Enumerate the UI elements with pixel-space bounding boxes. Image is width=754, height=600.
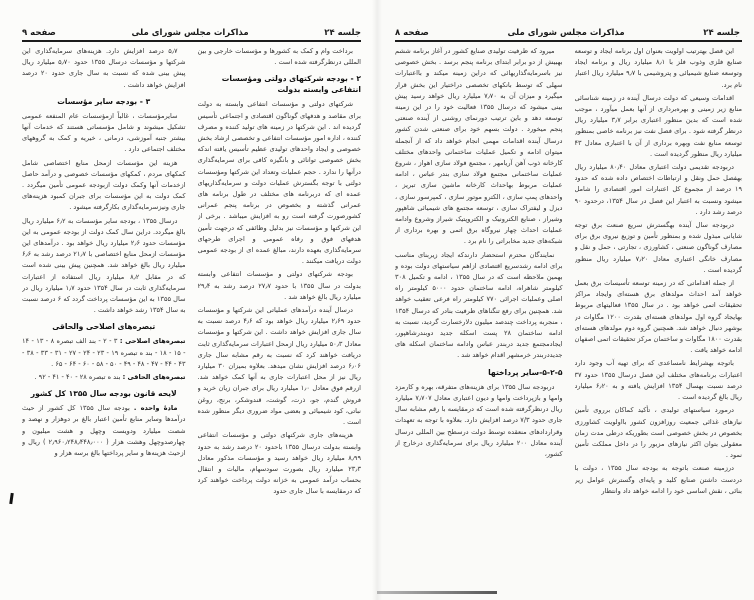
- section-heading: تبصره‌های اصلاحی والحاقی: [52, 322, 156, 332]
- paragraph: شرکتهای دولتی و مؤسسات انتفاعی وابسته به دولت برای مقاصد و هدفهای گوناگون اقتصادی و اجتماعی تأسیس گردیده اند . این شرکتها در زمینه های تولید کننده و مصرف کننده ، اداره امور مؤسسات انتفاعی و تخصصی ارشاد بخش خصوصی و ایجاد واحدهای تولیدی عظیم تأسیس یافته اندکه بخش خصوصی توانائی و بانگیزه کافی برای سرمایه‌گذاری درآنها را ندارد . حجم عملیات وتعداد این شرکتها ومؤسسات دولتی با توجه بگسترش عملیات دولت و سرمایه‌گذاریهای عمده ای که دربرنامه های مختلف در طول برنامه های عمرانی گذشته و بخصوص در برنامه پنجم عمرانی کشورصورت گرفته است رو به افزایش میباشد . برخی از این شرکتها و مؤسسات نیز بدلیل وظائفی که درجهت تأمین هدفهای فوق و رفاه عمومی و اجرای طرحهای سرمایه‌گذاری بعهده دارند، مبالغ عمده ای از بودجه عمومی دولت دریافت میکنند .: [197, 100, 361, 266]
- paragraph: باتوجه بهشرایط نامساعدی که برای تهیه آب وجود دارد اعتبارات برنامه‌های مختلف این فصل درسال ۱۳۵۵ حدود ۳۷ درصد نسبت بهسال ۱۳۵۴ افزایش یافته و به ۶٫۲۰ میلیارد ریال بالغ گردیده است .: [574, 359, 742, 402]
- single-article-label: مادهٔ واحده .: [133, 404, 178, 413]
- column-left: [395, 46, 563, 588]
- scan-edge-shadow: [377, 591, 497, 594]
- paragraph: دربودجه سال ۱۳۵۵ برای هزینه‌های متفرقه، بهره و کارمزد وامها و بازپرداخت وامها و دیون اعتباری معادل ۷٫۷۰۷ میلیارد ریال درنظرگرفته شده است که درمقایسه با رقم مشابه سال جاری حدود ۷/۳ درصد افزایش دارد. بعلاوه با توجه به تعهدات وقراردادهای منعقده توسط دولت درسطح بین المللی درسال آینده معادل ۲۰۰ میلیارد ریال برای سرمایه‌گذاری درخارج از کشور،: [395, 382, 563, 458]
- paragraph: هزینه‌های جاری شرکتهای دولتی و مؤسسات انتفاعی وابسته بدولت درسال ۱۳۵۵ باحدود ۲۰ درصد رشد به حدود ۸٫۹۹ میلیارد ریال خواهد رسید و مؤسسات مذکور معادل ۲۳٫۳ میلیارد ریال بصورت سودسهام، مالیات و انتقال بحساب درآمد عمومی به خزانه دولت پرداخت خواهند کرد که درمقایسه با سال جاری حدود: [197, 431, 361, 496]
- paragraph: [22, 403, 186, 459]
- paragraph: بودجه شرکتهای دولتی و مؤسسات انتفاعی وابسته بدولت در سال ۱۳۵۵ با حدود ۲۷٫۷ درصد رشد به ۲۹٫۴ میلیارد ریال بالغ خواهد شد .: [197, 270, 361, 301]
- paragraph: اقدامات وسیعی که دولت درسال آینده در زمینه شناسائی منابع زیر زمینی و بهره‌برداری از آنها بعمل میآورد ، موجب شده است که بدین منظور اعتباری برابر ۳٫۷ میلیارد ریال درنظر گرفته شود . برای فصل نفت نیز برنامه خاصی بمنظور توسعه منابع نفت وبهره برداری از آن با اعتباری معادل ۴۳ میلیارد ریال منظور گردیده است .: [574, 93, 742, 158]
- paragraph: درمورد سیاستهای تولیدی ، تأکید کماکان برروی تأمین نیازهای غذائی جمعیت روزافزون کشور بااولویت کشاورزی بخصوص در بخش خصوصی است بطوریکه درطی مدت زمان معقولی بتوان اکثر نیازهای مزبور را در داخل مملکت تأمین نمود .: [574, 406, 742, 460]
- paragraph: نمایندگان محترم استحضار دارندکه ایجاد زیربنای مناسب برای ادامه رشدسریع اقتصادی ازاهم سیاستهای دولت بوده و بهمین ملاحظه است که در سال ۱۳۵۵ ، ادامه و تکمیل ۳۰۸ کیلومتر شاهراه، ادامه ساختمان حدود ۵۰۰۰ کیلومتر راه اصلی وعملیات اجرائی ۷۷۰ کیلومتر راه فرعی تعقیب خواهد شد. همچنین برای رفع تنگناهای ظرفیت بنادر که درسال ۱۳۵۴ ، منجربه پرداخت چندصد میلیون دلارخسارت گردید، نسبت به ادامه ساختمان ۲۸ پست اسکله جدید دوبندرشاهپور، ایجادمجتمع جدید دربندر عباس وادامه ساختمان اسکله های جدیددربندر خرمشهر اقدام خواهد شد .: [395, 250, 563, 360]
- publication-title: مذاکرات مجلس شورای ملی: [507, 28, 625, 38]
- paragraph: برداخت وام و کمک به کشورها و مؤسسات خارجی و بین المللی درنظرگرفته شده است .: [197, 47, 361, 67]
- paragraph: سایرمؤسسات ، غالباً ازمؤسسات عام المنفعه عمومی تشکیل میشوند و شامل مؤسساتی هستند که خدمات آنها بیشتر جنبه آموزشی، درمانی ، خیریه و کمک به گروههای مختلف اجتماعی دارد .: [22, 111, 186, 154]
- publication-title: مذاکرات مجلس شورای ملی: [131, 28, 249, 38]
- paragraph: ۵٫۷ درصد افزایش دارد. هزینه‌های سرمایه‌گذاری این شرکتها و مؤسسات درسال ۱۳۵۵ حدود ۵٫۷۰ میلیارد ریال پیش بینی شده که نسبت به سال جاری حدود ۲۰ درصد افزایش خواهد داشت .: [22, 47, 186, 89]
- section-heading: ۵-۲-۵-سایر پرداختها: [488, 367, 563, 377]
- paragraph: دربودجه سال آینده بهگسترش سریع صنعت برق توجه شایانی مبذول شده و بمنظور تأمین و توزیع نیروی برق برای مصارف گوناگون صنعتی ، کشاورزی ، تجارتی ، حمل و نقل و مصارف خانگی اعتباری معادل ۷٫۲۰ میلیارد ریال منظور گردیده است .: [574, 221, 742, 274]
- paragraph: درسال ۱۳۵۵ ، بودجه سایر مؤسسات به ۶٫۲ میلیارد ریال بالغ میگردد. دراین سال کمک دولت از بودجه عمومی به این مؤسسات حدود ۲٫۶ میلیارد ریال خواهد بود . درآمدهای این مؤسسات ازمحل منابع اختصاصی با ۲۱٫۷ درصد رشد به ۶٫۶ میلیارد ریال بالغ خواهد شد. همچنین پیش بینی شده است که در مقابل ۸٫۲ میلیارد ریال استفاده از اعتبارات سرمایه‌گذاری ثابت در سال ۱۳۵۴ حدود ۱٫۷ میلیارد ریال در سال ۱۳۵۵ به این مؤسسات پرداخت گردد که ۶ درصد نسبت به سال ۱۳۵۴ رشد خواهد داشت .: [22, 216, 186, 315]
- session-number: جلسه ۲۴: [324, 28, 361, 38]
- single-article-text: بودجه سال ۱۳۵۵ کل کشور از حیث درآمدها وسایر منابع تأمین اعتبار بالغ بر دوهزار و نهصد و شصت میلیارد ودویست وچهل و هشت میلیون و چهارصدوچهل وهشت هزار ( ۲٫۹۶۰٫۲۴۸٫۴۴۸٫۰۰۰ ) ریال و ازحیث هزینه‌ها و سایر پرداختها بالغ برسه هزار و: [22, 404, 186, 458]
- margin-mark: [9, 493, 14, 504]
- amendments-items: ۳ - ۲ - بند الف تبصره ۸ - ۱۳ - ۱۴ - ۱۵ - ۱۸ - بند ه تبصره ۱۹ - ۲۳ - ۲۴ - ۲۷ - ۳۱ - ۳۳ - ۳۸ - ۴۳ - ۴۴ - ۴۷ - ۴۸ - ۴۹ - ۵۰ - ۵۸ - ۶۰ - ۶۴ - ۶۵ .: [22, 337, 186, 368]
- appended-notes-label: تبصره‌های الحاقی :: [122, 373, 186, 382]
- page-number: صفحه ۹: [22, 28, 56, 38]
- book-gutter: [372, 0, 382, 600]
- running-head: [22, 26, 361, 38]
- paragraph: از جمله اقداماتی که در زمینه توسعه تأسیسات برق بعمل خواهد آمد احداث مولدهای برق هسته‌ای وایجاد مراکز تحقیقات اتمی خواهد بود . در سال ۱۳۵۵ فعالیتهای مربوط بهایجاد گروه اول مولدهای هسته‌ای بقدرت ۱۲۰۰ مگاوات در بوشهر دنبال خواهد شد. همچنین گروه دوم مولدهای هسته‌ای بقدرت ۱۸۰۰ مگاوات و ساختمان مرکز تحقیقات اتمی اصفهان ادامه خواهد یافت .: [574, 279, 742, 355]
- header-rule: [22, 40, 361, 42]
- page-number: صفحه ۸: [395, 28, 429, 38]
- text-columns: [22, 46, 361, 588]
- session-number: جلسه ۲۴: [703, 28, 740, 38]
- paragraph: میرود که ظرفیت تولیدی صنایع کشور در آغاز برنامه ششم بهبیش از دو برابر ابتدای برنامه پنجم برسد . بخش خصوصی نیز باسرمایه‌گذاریهائی که دراین زمینه میکند و بااعتبارات سهلی که توسط بانکهای تخصصی دراختیار این بخش قرار میگیرد و میزان آن به ۷٫۷۰ میلیارد ریال خواهد رسید پیش بینی میشود که درسال ۱۳۵۵ فعالیت خود را در این زمینه توسعه دهد و باین ترتیب دورنمای روشنی از آینده صنعتی پنجم میخورد . دولت بسهم خود برای صنعتی شدن کشور درسال آینده اقدامات مهمی انجام خواهد داد که از آنجمله میتوان ادامه و تکمیل عملیات ساختمانی واحدهای مختلف کارخانه ذوب آهن آریامهر ، مجتمع فولاد سازی اهواز ، شروع عملیات ساختمانی مجتمع فولاد سازی بندر عباس ، ادامه عملیات مربوط بهاحداث کارخانه ماشین سازی تبریز ، واحدهای پمپ سازی ، الکترو موتور سازی ، کمپرسور سازی ، دیزل و لیفتراک سازی ، توسعه مجتمع های شیمیائی شاهپور وشیراز ، صنایع الکترونیک و الکتروپتیک شیراز وشروع وادامه عملیات احداث چهار نیروگاه برق اتمی و بهره برداری از شبکه‌های جدید مخابراتی را نام برد .: [395, 47, 563, 246]
- paragraph: این فصل بهترتیب اولویت بعنوان اول برنامه ایجاد و توسعه صنایع فلزی وذوب فلز با ۸٫۱ میلیارد ریال و برنامه ایجاد وتوسعه صنایع شیمیائی و پتروشیمی با ۹٫۷ میلیارد ریال اعتبار نام برد.: [574, 47, 742, 89]
- paragraph: دربودجه تقدیمی دولت اعتباری معادل ۸۰٫۴۰ میلیارد ریال بهفصل حمل ونقل و ارتباطات اختصاص داده شده که حدود ۱۹ درصد از مجموع کل اعتبارات امور اقتصادی را شامل میشود ونسبت به اعتبار این فصل در سال ۱۳۵۴، درحدود ۹۰ درصد رشد دارد .: [574, 163, 742, 216]
- column-right: [198, 46, 362, 588]
- bill-title: لایحه قانون بودجه سال ۱۳۵۵ کل کشور: [30, 389, 177, 399]
- section-heading: ۳ - بودجه سایر مؤسسات: [57, 96, 151, 106]
- column-right: [575, 46, 743, 588]
- header-rule: [395, 40, 742, 42]
- appended-notes-items: بند ه تبصره ۲۸ - ۴۰ - ۴۱ - ۹۲ .: [34, 373, 121, 382]
- section-heading: ۲ - بودجه شرکتهای دولتی ومؤسسات انتفاعی وابسته بدولت: [221, 74, 361, 95]
- paragraph: درسال آینده درآمدهای عملیاتی این شرکتها و مؤسسات حدود ۲٫۶۹ میلیارد ریال خواهد بود که ۴٫۶ درصد نسبت به سال جاری افزایش خواهد داشت . این شرکتها و مؤسسات معادل ۵۰٫۳ میلیارد ریال ازمحل اعتبارات سرمایه‌گذاری ثابت دریافت خواهند کرد که نسبت به رقم مشابه سال جاری ۶٫۰۶ درصد افزایش نشان میدهد. بعلاوه بمیزان ۳۰ میلیارد ریال نیز از محل اعتبارات جاری به آنها کمک خواهد شد. ازرقم فوق معادل ۱٫۰ میلیارد ریال برای جبران زیان خرید و فروش گندم، جو، ذرت، گوشت، قندوشکر، برنج، روغن نباتی، کود شیمیائی و بعضی مواد ضروری دیگر منظور شده است .: [197, 306, 361, 427]
- paragraph: هزینه این مؤسسات ازمحل منابع اختصاصی شامل کمکهای مردم ، کمکهای مؤسسات خصوصی و درآمد حاصل ازخدمات آنها وکمک دولت ازبودجه عمومی تأمین میگردد . کمک دولت به این مؤسسات برای جبران کمبود هزینه‌های جاری ونیزسرمایه‌گذاری بکارگرفته میشود .: [22, 158, 186, 212]
- running-head: [395, 26, 740, 38]
- paragraph: درزمینه صنعت باتوجه به بودجه سال ۱۳۵۵ ، دولت با دردست داشتن صنایع کلید و پایه‌ای وگسترش عوامل زیر بنائی ، نقش اساسی خود را ادامه خواهد داد وانتظار: [574, 464, 742, 495]
- column-left: [22, 46, 186, 588]
- page-8: [377, 0, 754, 600]
- amendments-list: [22, 336, 186, 370]
- appended-notes-list: [22, 372, 186, 383]
- amendments-label: تبصره‌های اصلاحی :: [119, 337, 186, 346]
- text-columns: [395, 46, 742, 588]
